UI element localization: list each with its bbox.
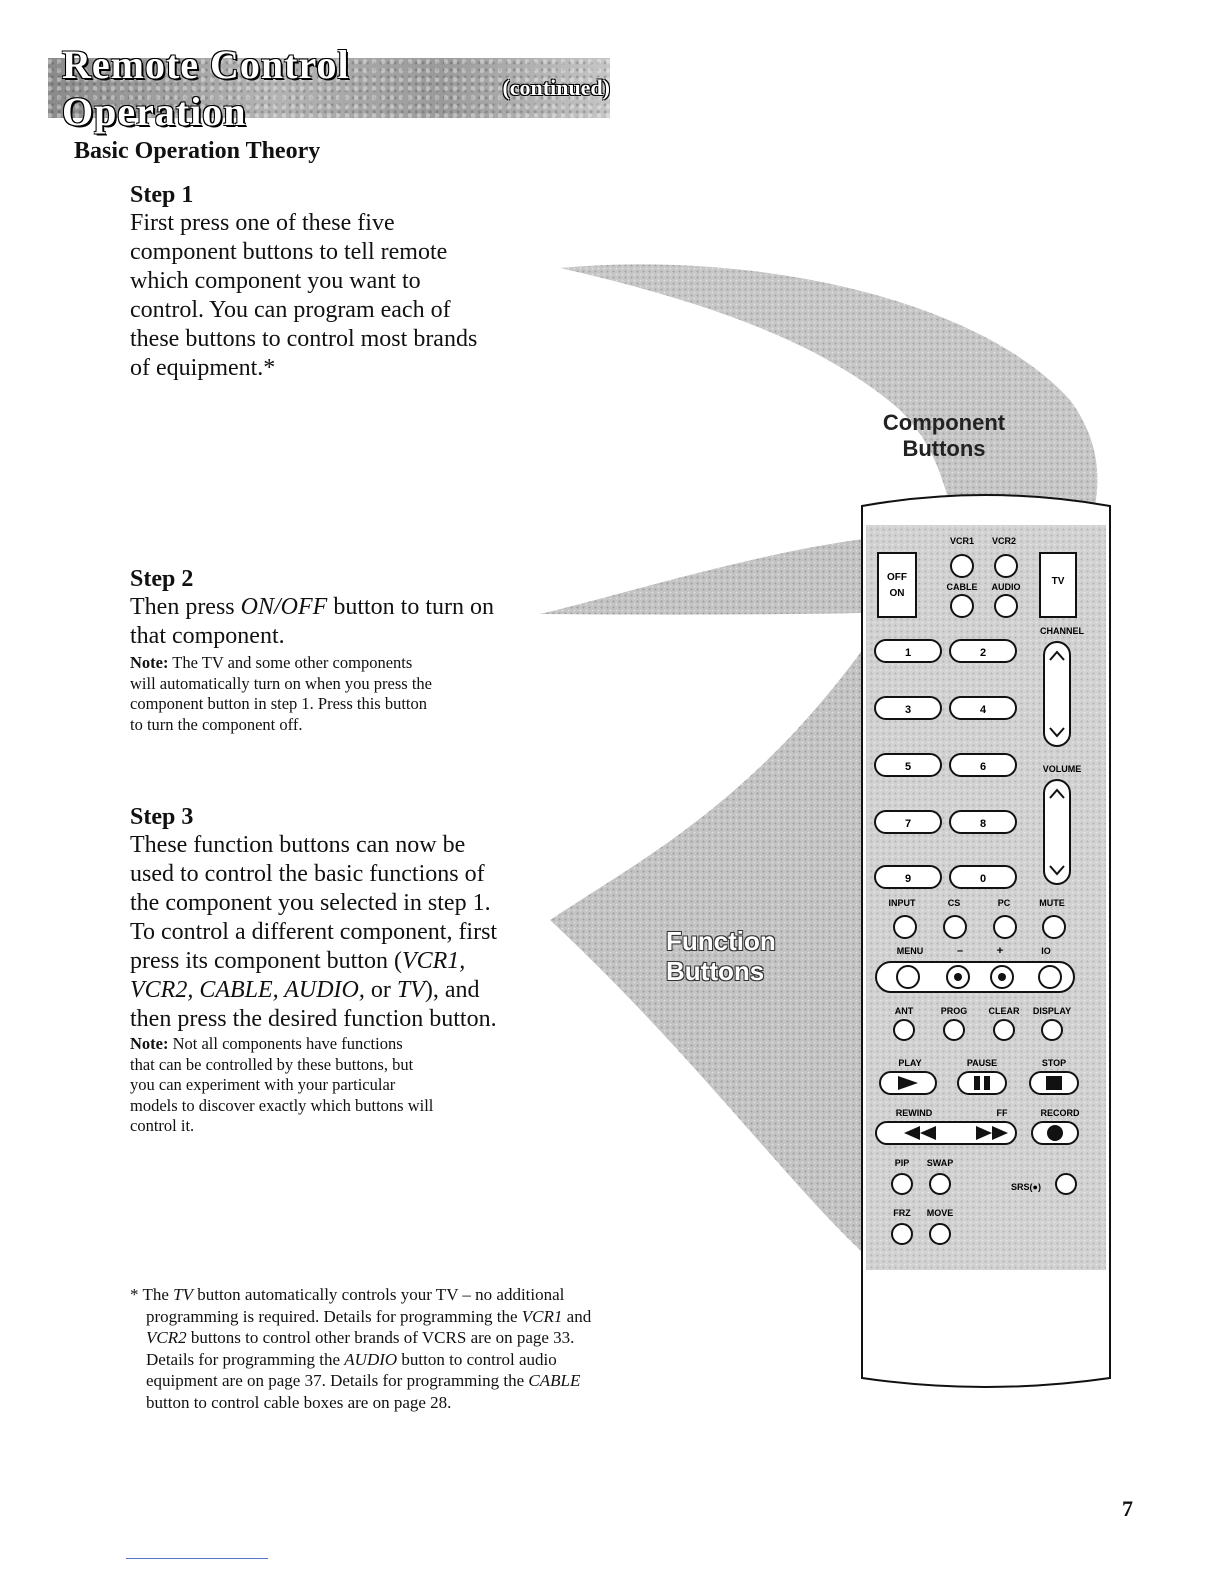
step-1-line: which component you want to (130, 268, 421, 294)
note-line: Not all components have functions (168, 1034, 403, 1053)
record-icon (1047, 1125, 1063, 1141)
footnote-emphasis: TV (173, 1285, 193, 1304)
page-title: Remote Control Operation (62, 42, 350, 134)
step-2-text-emphasis: ON/OFF (240, 594, 328, 620)
menu-button (897, 966, 919, 988)
play-label: PLAY (898, 1058, 922, 1068)
power-on-label: ON (889, 588, 905, 599)
display-label: DISPLAY (1032, 1006, 1072, 1016)
pip-label: PIP (894, 1158, 910, 1168)
step-3-text-emphasis: VCR2, CABLE, AUDIO, (130, 977, 365, 1003)
audio-label: AUDIO (991, 582, 1021, 592)
cs-button (944, 916, 966, 938)
note-line: component button in step 1. Press this button (130, 694, 427, 713)
note-line: that can be controlled by these buttons, but (130, 1054, 414, 1074)
footnote-emphasis: AUDIO (344, 1349, 398, 1369)
step-3-line: then press the desired function button. (130, 1006, 497, 1032)
rewind-label: REWIND (895, 1108, 933, 1118)
onoff-beam (540, 535, 905, 615)
note-label: Note: (130, 653, 169, 672)
step-3-line: the component you selected in step 1. (130, 890, 491, 916)
note-line: will automatically turn on when you press the (130, 673, 432, 693)
clear-label: CLEAR (988, 1006, 1020, 1016)
footnote-emphasis: VCR1 (521, 1306, 563, 1326)
step-3-line: used to control the basic functions of (130, 861, 485, 887)
digit-label: 9 (904, 873, 912, 885)
pip-button (892, 1174, 912, 1194)
stop-icon (1046, 1076, 1062, 1090)
callout-line: Buttons (902, 436, 986, 461)
footnote-emphasis: CABLE (528, 1371, 581, 1390)
frz-button (892, 1224, 912, 1244)
tv-label: TV (1051, 576, 1065, 587)
footnote-text: button to control cable boxes are on page 28. (146, 1392, 452, 1412)
digit-label: 3 (904, 704, 912, 716)
step-1-title: Step 1 (130, 182, 194, 208)
volume-rocker (1044, 780, 1070, 884)
digit-label: 2 (979, 647, 987, 659)
section-heading: Basic Operation Theory (74, 138, 321, 164)
vcr1-button (951, 555, 973, 577)
digit-label: 6 (979, 761, 987, 773)
srs-button (1056, 1174, 1076, 1194)
note-line: you can experiment with your particular (130, 1075, 396, 1094)
step-2-title: Step 2 (130, 566, 194, 592)
footnote-text: button to control audio (397, 1349, 557, 1369)
note-line: models to discover exactly which buttons will (130, 1095, 434, 1115)
power-off-label: OFF (887, 572, 907, 583)
vcr2-label: VCR2 (991, 536, 1017, 546)
step-3-text-part: ), and (424, 977, 480, 1003)
power-button (878, 553, 916, 617)
vcr1-label: VCR1 (949, 536, 975, 546)
ff-label: FF (996, 1108, 1008, 1118)
note-line: The TV and some other components (168, 653, 413, 672)
callout-line: Buttons (666, 956, 765, 986)
pause-button (958, 1072, 1006, 1094)
step-3-text-part: press its component button ( (130, 948, 402, 974)
ant-button (894, 1020, 914, 1040)
note-line: to turn the component off. (130, 714, 303, 734)
digit-label: 1 (904, 647, 912, 659)
prog-label: PROG (940, 1006, 968, 1016)
step-1-line: these buttons to control most brands (130, 326, 478, 352)
component-beam (560, 264, 1097, 505)
step-1-line: First press one of these five (130, 210, 395, 236)
pc-label: PC (997, 898, 1011, 908)
step-2-text-part: Then press (130, 594, 241, 620)
srs-label: SRS(●) (1011, 1182, 1041, 1192)
vcr2-button (995, 555, 1017, 577)
digit-label: 4 (979, 704, 987, 716)
step-2-text-part: button to turn on (327, 594, 494, 620)
channel-label: CHANNEL (1040, 626, 1084, 636)
step-2-line: that component. (130, 623, 285, 649)
step-3-title: Step 3 (130, 804, 194, 830)
input-button (894, 916, 916, 938)
step-3-text-emphasis: TV (396, 977, 425, 1003)
frz-label: FRZ (893, 1208, 911, 1218)
swap-label: SWAP (926, 1158, 954, 1168)
footnote-emphasis: VCR2 (146, 1328, 187, 1347)
mute-button (1043, 916, 1065, 938)
pause-label: PAUSE (966, 1058, 998, 1068)
step-1-line: control. You can program each of (130, 297, 451, 323)
footnote-text: programming is required. Details for programming the (146, 1306, 522, 1326)
note-line: control it. (130, 1116, 195, 1135)
digit-label: 7 (904, 818, 912, 830)
footnote-text: * The (130, 1285, 174, 1304)
footnote-text: buttons to control other brands of VCRS are on page 33. (186, 1328, 575, 1347)
callout-line: Function (666, 926, 776, 956)
step-1-line: of equipment.* (130, 355, 276, 381)
note-label: Note: (130, 1034, 169, 1053)
digit-label: 5 (904, 761, 912, 773)
record-label: RECORD (1040, 1108, 1080, 1118)
clear-button (994, 1020, 1014, 1040)
footnote (130, 1284, 690, 1413)
footnote-text: equipment are on page 37. Details for programming the (146, 1371, 529, 1390)
move-label: MOVE (926, 1208, 954, 1218)
ant-label: ANT (894, 1006, 914, 1016)
digit-label: 0 (979, 873, 987, 885)
footnote-text: button automatically controls your TV – no additional (192, 1285, 565, 1304)
io-button (1039, 966, 1061, 988)
component-buttons-callout (866, 410, 1022, 462)
plus-label: + (996, 945, 1004, 957)
menu-label: MENU (896, 946, 924, 956)
pause-icon (974, 1076, 980, 1090)
callout-line: Component (882, 410, 1006, 435)
digit-label: 8 (979, 818, 987, 830)
footnote-text: Details for programming the (146, 1349, 345, 1369)
cable-label: CABLE (946, 582, 978, 592)
volume-label: VOLUME (1042, 764, 1082, 774)
io-label: IO (1041, 946, 1051, 956)
minus-label: – (956, 945, 964, 957)
function-buttons-callout (666, 926, 806, 986)
step-1-line: component buttons to tell remote (130, 239, 448, 265)
swap-button (930, 1174, 950, 1194)
footnote-text: and (562, 1306, 592, 1326)
cs-label: CS (947, 898, 961, 908)
page-title-continued: (continued) (502, 75, 610, 100)
move-button (930, 1224, 950, 1244)
mute-label: MUTE (1039, 898, 1065, 908)
divider-line (126, 1558, 268, 1559)
display-button (1042, 1020, 1062, 1040)
prog-button (944, 1020, 964, 1040)
cable-button (951, 595, 973, 617)
stop-label: STOP (1041, 1058, 1067, 1068)
step-3-text-emphasis: VCR1, (401, 948, 466, 974)
step-3-line: To control a different component, first (130, 919, 498, 945)
step-3-line: These function buttons can now be (130, 832, 466, 858)
page-number: 7 (1122, 1496, 1133, 1521)
pc-button (994, 916, 1016, 938)
step-3-text-part: or (364, 977, 397, 1003)
audio-button (995, 595, 1017, 617)
channel-rocker (1044, 642, 1070, 746)
input-label: INPUT (888, 898, 916, 908)
